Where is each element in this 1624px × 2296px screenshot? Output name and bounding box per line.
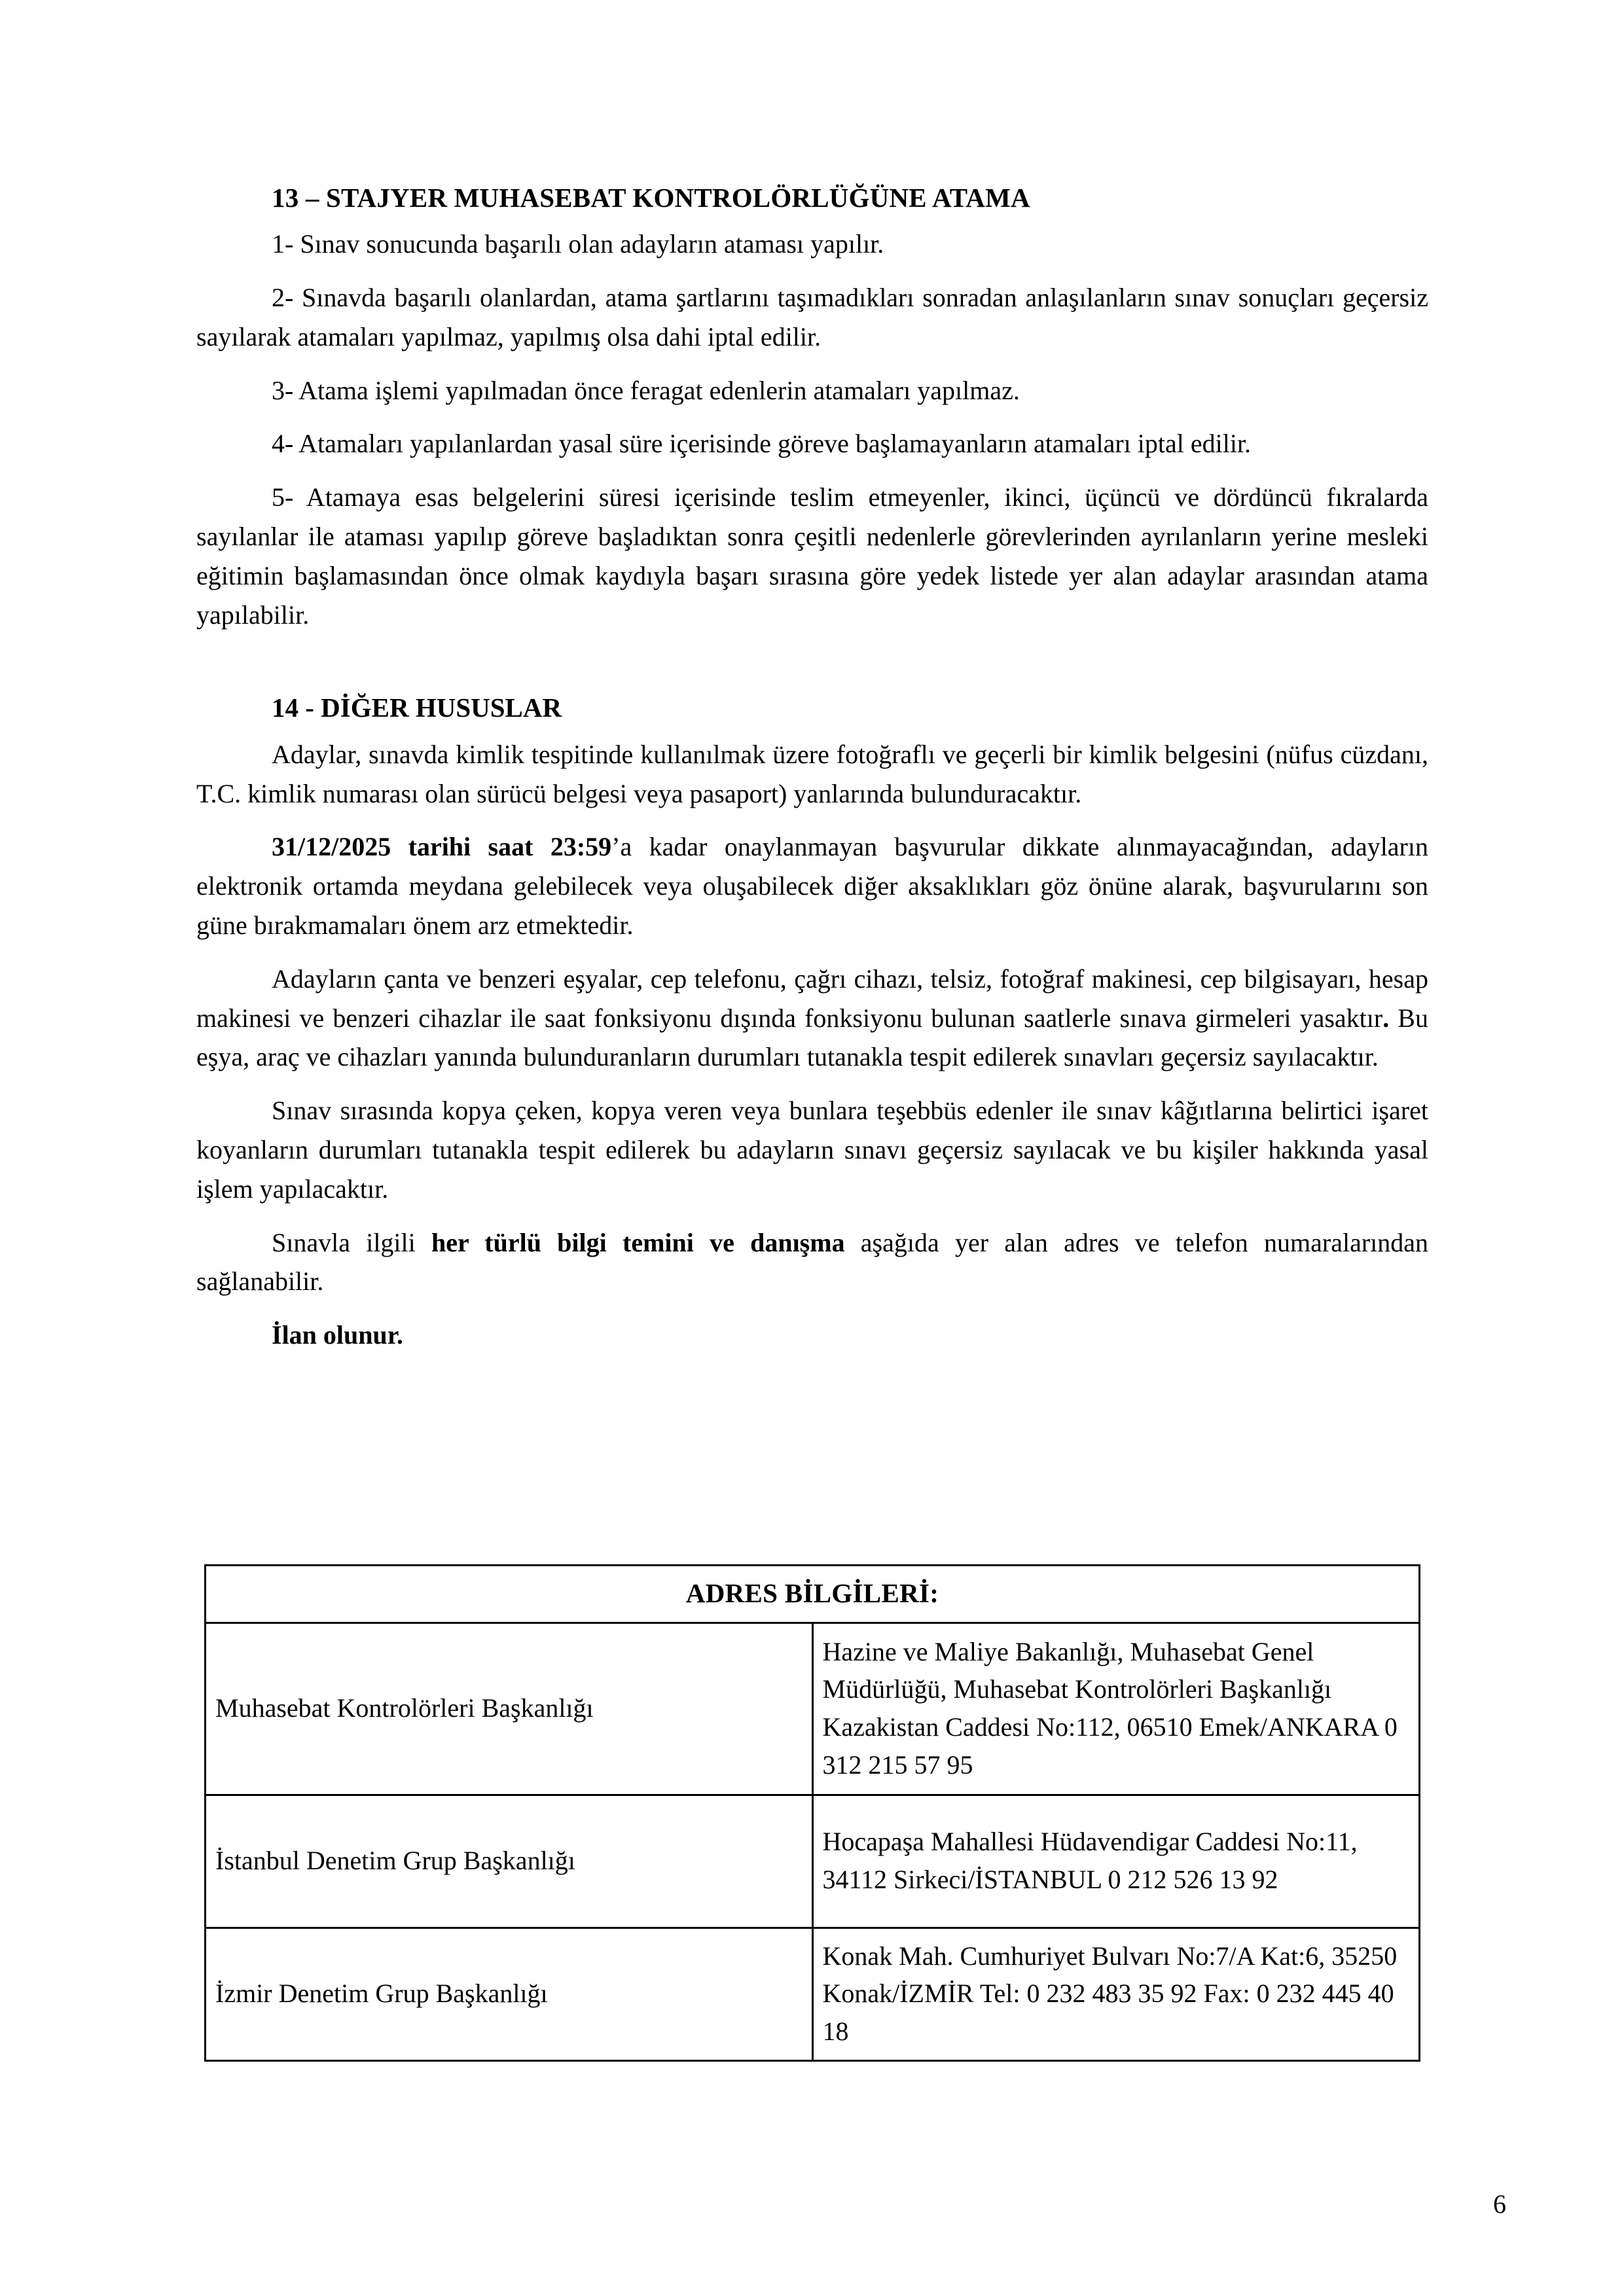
table-header-row xyxy=(206,1566,1420,1623)
section-13-item-3: 3- Atama işlemi yapılmadan önce feragat edenlerin atamaları yapılmaz. xyxy=(272,375,1020,405)
spacer xyxy=(196,1077,1428,1091)
prohibited-part-2: Bu eşya, araç ve cihazları yanında bulunduranların durumları tutanakla tespit edilerek sınavları geçersiz sayılacaktır. xyxy=(196,1003,1428,1072)
contact-rest: aşağıda yer alan adres ve telefon numaralarından sağlanabilir. xyxy=(196,1227,1429,1297)
spacer xyxy=(196,215,1428,224)
section-14-identity-paragraph: Adaylar, sınavda kimlik tespitinde kullanılmak üzere fotoğraflı ve geçerli bir kimlik belgesini (nüfus cüzdanı, T.C. kimlik numarası olan sürücü belgesi veya pasaport) yanlarında bulunduracaktır. xyxy=(196,739,1428,808)
prohibited-bold-dot: . xyxy=(1382,1003,1390,1033)
spacer xyxy=(196,813,1428,827)
address-table xyxy=(204,1564,1420,2062)
section-13-item-1: 1- Sınav sonucunda başarılı olan adayların ataması yapılır. xyxy=(272,229,884,259)
office-address-ankara: Hazine ve Maliye Bakanlığı, Muhasebat Genel Müdürlüğü, Muhasebat Kontrolörleri Başkanlığı Kazakistan Caddesi No:112, 06510 Emek/ANKARA 0 312 215 57 95 xyxy=(812,1623,1420,1795)
section-14-heading: 14 - DİĞER HUSUSLAR xyxy=(272,692,562,723)
spacer xyxy=(196,634,1428,691)
office-name-ankara: Muhasebat Kontrolörleri Başkanlığı xyxy=(206,1623,813,1795)
address-table-container xyxy=(204,1564,1420,2062)
prohibited-part-1: Adayların çanta ve benzeri eşyalar, cep telefonu, çağrı cihazı, telsiz, fotoğraf makinesi, cep bilgisayarı, hesap makinesi ve benzeri cihazlar ile saat fonksiyonu dışında fonksiyonu bulunan saatlerle sınava girmeleri yasaktır xyxy=(196,963,1428,1033)
contact-bold: her türlü bilgi temini ve danışma xyxy=(431,1227,845,1257)
office-address-istanbul: Hocapaşa Mahallesi Hüdavendigar Caddesi No:11, 34112 Sirkeci/İSTANBUL 0 212 526 13 92 xyxy=(812,1795,1420,1928)
deadline-bold-lead: 31/12/2025 tarihi saat 23:59 xyxy=(272,832,612,862)
spacer xyxy=(196,726,1428,735)
spacer xyxy=(196,410,1428,424)
section-14-cheating-paragraph: Sınav sırasında kopya çeken, kopya veren veya bunlara teşebbüs edenler ile sınav kâğıtlarına belirtici işaret koyanların durumları tutanakla tespit edilerek bu adayların sınavı geçersiz sayılacak ve bu kişiler hakkında yasal işlem yapılacaktır. xyxy=(196,1096,1428,1204)
office-address-izmir: Konak Mah. Cumhuriyet Bulvarı No:7/A Kat:6, 35250 Konak/İZMİR Tel: 0 232 483 35 92 Fax: 0 232 445 40 18 xyxy=(812,1928,1420,2061)
address-table-title: ADRES BİLGİLERİ: xyxy=(206,1566,1420,1623)
spacer xyxy=(196,1209,1428,1223)
section-13-item-5: 5- Atamaya esas belgelerini süresi içerisinde teslim etmeyenler, ikinci, üçüncü ve dördüncü fıkralarda sayılanlar ile ataması yapılıp göreve başladıktan sonra çeşitli nedenlerle görevlerinden ayrılanların yerine mesleki eğitimin başlamasından önce olmak kaydıyla başarı sırasına göre yedek listede yer alan adaylar arasından atama yapılabilir. xyxy=(196,482,1428,630)
table-row xyxy=(206,1795,1420,1928)
office-name-istanbul: İstanbul Denetim Grup Başkanlığı xyxy=(206,1795,813,1928)
section-14-prohibited-paragraph xyxy=(196,960,1428,1077)
closing-text: İlan olunur. xyxy=(272,1320,403,1350)
spacer xyxy=(196,463,1428,478)
closing-statement xyxy=(196,1316,1428,1355)
section-13-heading: 13 – STAJYER MUHASEBAT KONTROLÖRLÜĞÜNE ATAMA xyxy=(272,183,1030,213)
spacer xyxy=(196,945,1428,960)
section-13-item-4: 4- Atamaları yapılanlardan yasal süre içerisinde göreve başlamayanların atamaları iptal edilir. xyxy=(272,429,1252,459)
table-row xyxy=(206,1928,1420,2061)
office-name-izmir: İzmir Denetim Grup Başkanlığı xyxy=(206,1928,813,2061)
spacer xyxy=(196,1301,1428,1316)
spacer xyxy=(196,264,1428,278)
document-body xyxy=(196,181,1428,1355)
page-number: 6 xyxy=(1493,2189,1506,2219)
contact-lead: Sınavla ilgili xyxy=(272,1227,432,1257)
table-row xyxy=(206,1623,1420,1795)
section-13-item-2: 2- Sınavda başarılı olanlardan, atama şartlarını taşımadıkları sonradan anlaşılanların sınav sonuçları geçersiz sayılarak atamaları yapılmaz, yapılmış olsa dahi iptal edilir. xyxy=(196,283,1428,351)
section-14-deadline-paragraph xyxy=(196,827,1428,944)
section-14-contact-paragraph xyxy=(196,1223,1428,1302)
spacer xyxy=(196,357,1428,371)
deadline-rest: ’a kadar onaylanmayan başvurular dikkate alınmayacağından, adayların elektronik ortamda meydana gelebilecek veya oluşabilecek diğer aksaklıkları göz önüne alarak, başvurularını son güne bırakmamaları önem arz etmektedir. xyxy=(196,832,1428,940)
